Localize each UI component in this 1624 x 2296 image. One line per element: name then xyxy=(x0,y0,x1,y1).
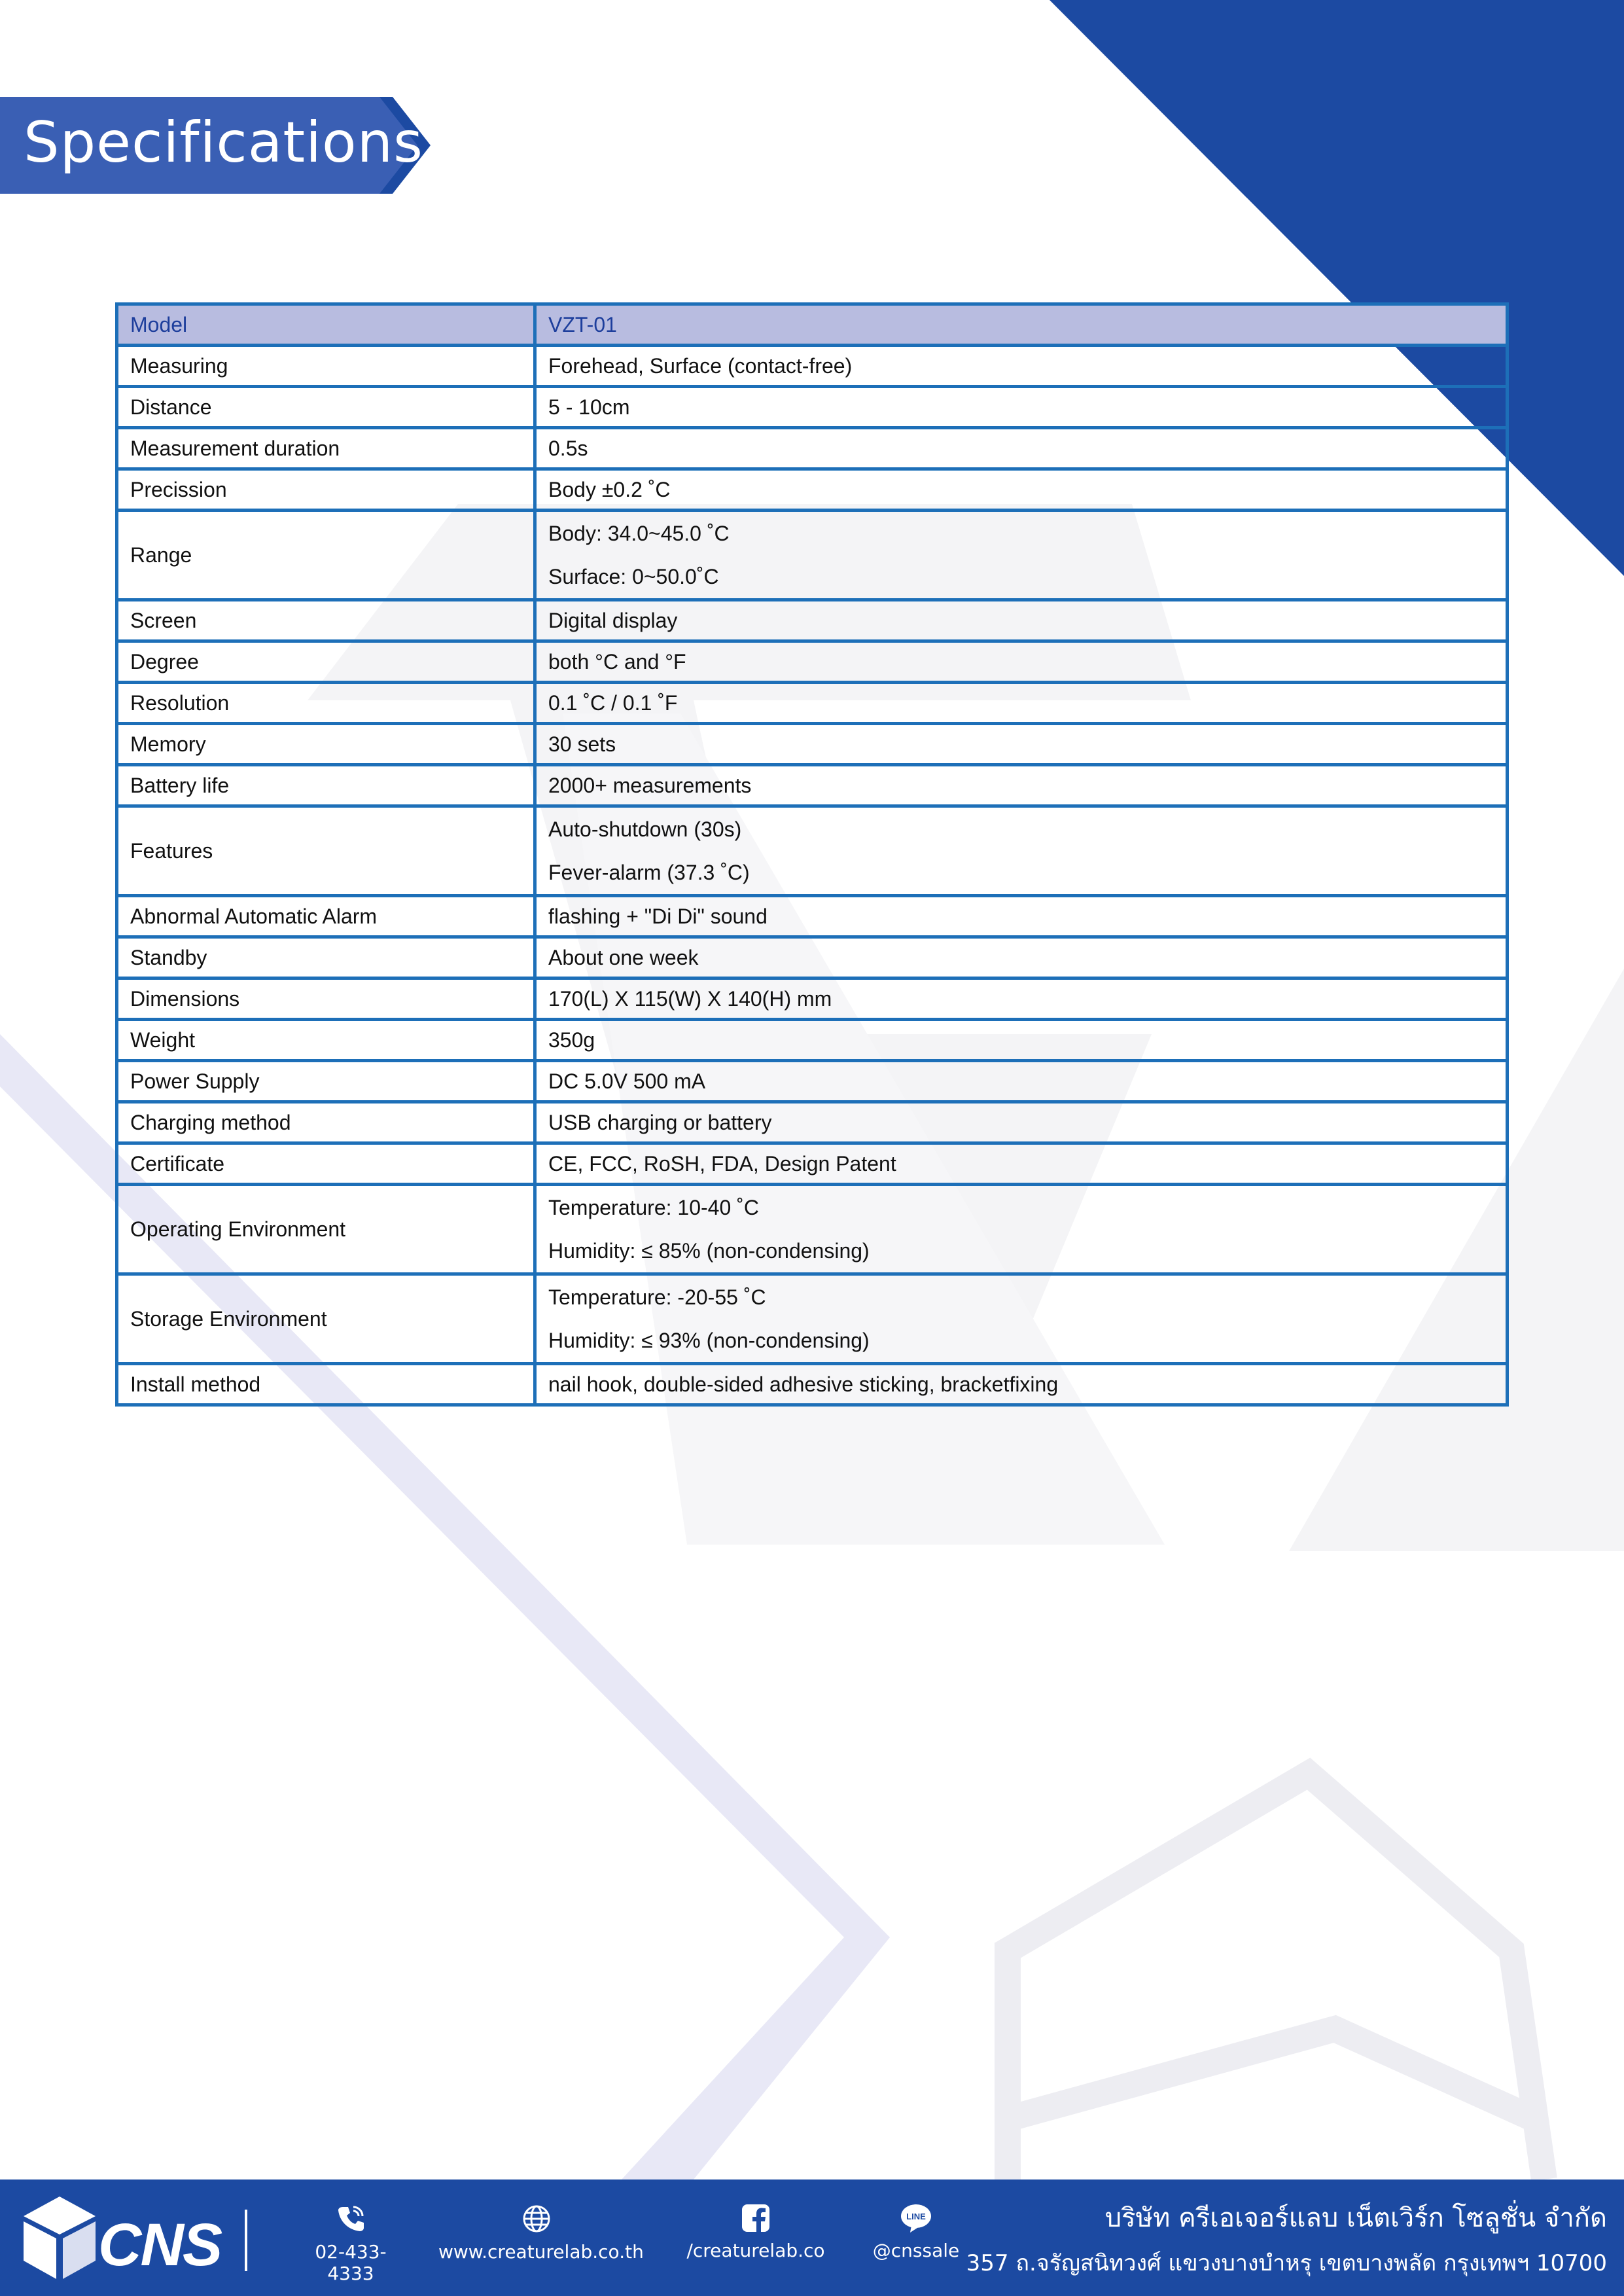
table-header-row xyxy=(117,304,1508,346)
table-row xyxy=(117,765,1508,806)
facebook-icon xyxy=(741,2203,771,2233)
spec-value-line: flashing + "Di Di" sound xyxy=(548,905,768,928)
spec-key-cell: Features xyxy=(117,806,535,896)
spec-value-cell xyxy=(535,1061,1508,1102)
company-name: บริษัท ครีเอเจอร์แลบ เน็ตเวิร์ก โซลูชั่น จำกัด xyxy=(1104,2203,1607,2233)
spec-value-cell xyxy=(535,428,1508,469)
header-value-cell: VZT-01 xyxy=(535,304,1508,346)
facebook-text: /creaturelab.co xyxy=(686,2240,825,2261)
spec-value-cell xyxy=(535,1143,1508,1185)
spec-value-line: both °C and °F xyxy=(548,650,686,673)
spec-key-cell: Charging method xyxy=(117,1102,535,1143)
spec-value-line: 2000+ measurements xyxy=(548,774,752,797)
spec-key-cell: Distance xyxy=(117,387,535,428)
table-row xyxy=(117,1102,1508,1143)
spec-key-cell: Install method xyxy=(117,1364,535,1405)
spec-value-cell xyxy=(535,346,1508,387)
table-row xyxy=(117,1143,1508,1185)
spec-value-line: USB charging or battery xyxy=(548,1111,772,1134)
website-link[interactable] xyxy=(438,2203,644,2263)
table-row xyxy=(117,1020,1508,1061)
table-row xyxy=(117,1061,1508,1102)
table-row xyxy=(117,600,1508,641)
spec-value-line: DC 5.0V 500 mA xyxy=(548,1069,706,1093)
spec-value-cell xyxy=(535,511,1508,600)
logo-text: CNS xyxy=(98,2212,222,2278)
spec-key-cell: Abnormal Automatic Alarm xyxy=(117,896,535,937)
spec-value-line: Humidity: ≤ 93% (non-condensing) xyxy=(548,1329,870,1352)
phone-contact[interactable] xyxy=(293,2203,408,2284)
table-row xyxy=(117,428,1508,469)
spec-key-cell: Storage Environment xyxy=(117,1274,535,1364)
spec-key-cell: Battery life xyxy=(117,765,535,806)
spec-value-line: 170(L) X 115(W) X 140(H) mm xyxy=(548,987,832,1011)
spec-value-cell xyxy=(535,1185,1508,1274)
table-row xyxy=(117,346,1508,387)
table-row xyxy=(117,387,1508,428)
table-row xyxy=(117,724,1508,765)
spec-value-line: 30 sets xyxy=(548,732,616,756)
spec-value-cell xyxy=(535,469,1508,511)
spec-value-cell xyxy=(535,896,1508,937)
spec-value-line: Body: 34.0~45.0 ˚C xyxy=(548,522,730,545)
line-link[interactable] xyxy=(864,2203,968,2261)
header-key-cell: Model xyxy=(117,304,535,346)
spec-key-cell: Screen xyxy=(117,600,535,641)
spec-value-line: nail hook, double-sided adhesive sticking, bracketfixing xyxy=(548,1372,1059,1396)
table-row xyxy=(117,937,1508,978)
spec-key-cell: Range xyxy=(117,511,535,600)
table-row xyxy=(117,683,1508,724)
table-row xyxy=(117,896,1508,937)
website-text: www.creaturelab.co.th xyxy=(438,2241,644,2263)
spec-key-cell: Precission xyxy=(117,469,535,511)
spec-value-cell xyxy=(535,641,1508,683)
spec-key-cell: Memory xyxy=(117,724,535,765)
spec-value-line: Auto-shutdown (30s) xyxy=(548,817,742,841)
spec-value-cell xyxy=(535,1020,1508,1061)
spec-key-cell: Weight xyxy=(117,1020,535,1061)
spec-value-cell xyxy=(535,1274,1508,1364)
spec-key-cell: Standby xyxy=(117,937,535,978)
spec-value-cell xyxy=(535,1102,1508,1143)
spec-value-line: About one week xyxy=(548,946,699,969)
spec-value-line: Digital display xyxy=(548,609,678,632)
spec-key-cell: Measuring xyxy=(117,346,535,387)
spec-value-cell xyxy=(535,387,1508,428)
spec-value-cell xyxy=(535,724,1508,765)
spec-value-line: Body ±0.2 ˚C xyxy=(548,478,671,501)
table-row xyxy=(117,1364,1508,1405)
table-row xyxy=(117,1185,1508,1274)
line-icon xyxy=(900,2203,932,2233)
phone-number: 02-433-4333 xyxy=(315,2241,387,2284)
spec-key-cell: Operating Environment xyxy=(117,1185,535,1274)
logo-cube-icon xyxy=(24,2197,96,2279)
company-address: 357 ถ.จรัญสนิทวงศ์ แขวงบางบำหรุ เขตบางพลัด กรุงเทพฯ 10700 xyxy=(966,2250,1607,2276)
page-title: Specifications xyxy=(24,110,423,175)
spec-value-line: 0.1 ˚C / 0.1 ˚F xyxy=(548,691,678,715)
spec-key-cell: Certificate xyxy=(117,1143,535,1185)
table-row xyxy=(117,806,1508,896)
spec-value-line: 5 - 10cm xyxy=(548,395,630,419)
spec-key-cell: Resolution xyxy=(117,683,535,724)
globe-icon xyxy=(521,2203,552,2234)
table-row xyxy=(117,1274,1508,1364)
table-row xyxy=(117,978,1508,1020)
spec-key-cell: Power Supply xyxy=(117,1061,535,1102)
spec-value-cell xyxy=(535,937,1508,978)
spec-key-cell: Degree xyxy=(117,641,535,683)
spec-key-cell: Dimensions xyxy=(117,978,535,1020)
table-row xyxy=(117,511,1508,600)
spec-table xyxy=(115,302,1509,1407)
spec-value-line: Temperature: -20-55 ˚C xyxy=(548,1285,766,1309)
spec-value-cell xyxy=(535,683,1508,724)
spec-value-line: Humidity: ≤ 85% (non-condensing) xyxy=(548,1239,870,1263)
table-row xyxy=(117,641,1508,683)
line-text: @cnssale xyxy=(872,2240,960,2261)
table-row xyxy=(117,469,1508,511)
spec-value-cell xyxy=(535,806,1508,896)
spec-value-cell xyxy=(535,765,1508,806)
footer xyxy=(0,2179,1624,2296)
spec-value-line: Forehead, Surface (contact-free) xyxy=(548,354,853,378)
spec-value-cell xyxy=(535,1364,1508,1405)
phone-icon xyxy=(335,2203,366,2234)
spec-value-cell xyxy=(535,978,1508,1020)
spec-value-cell xyxy=(535,600,1508,641)
line-icon-text: LINE xyxy=(906,2212,926,2221)
spec-value-line: Surface: 0~50.0˚C xyxy=(548,565,719,588)
spec-value-line: Temperature: 10-40 ˚C xyxy=(548,1196,759,1219)
spec-value-line: CE, FCC, RoSH, FDA, Design Patent xyxy=(548,1152,896,1175)
spec-value-line: 350g xyxy=(548,1028,595,1052)
facebook-link[interactable] xyxy=(680,2203,831,2261)
spec-key-cell: Measurement duration xyxy=(117,428,535,469)
footer-divider xyxy=(245,2210,247,2271)
spec-value-line: Fever-alarm (37.3 ˚C) xyxy=(548,861,750,884)
spec-value-line: 0.5s xyxy=(548,437,588,460)
